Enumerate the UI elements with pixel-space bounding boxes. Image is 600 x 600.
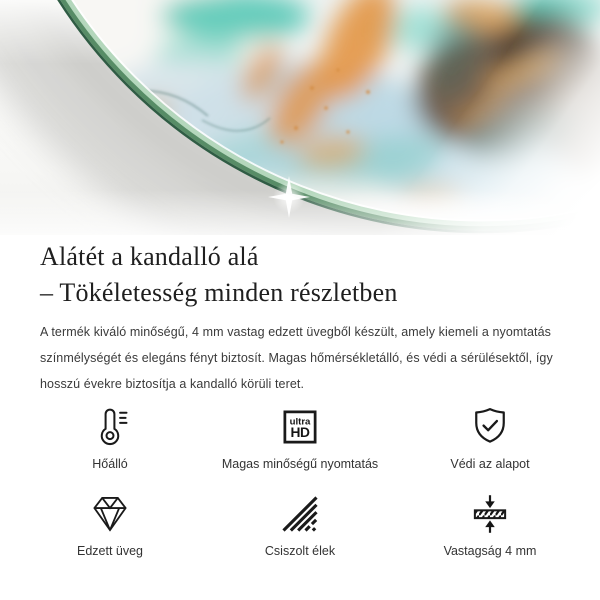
feature-label: Csiszolt élek bbox=[264, 544, 336, 558]
feature-label: Edzett üveg bbox=[76, 544, 143, 558]
feature-label: Magas minőségű nyomtatás bbox=[221, 457, 379, 471]
feature-label: Védi az alapot bbox=[450, 457, 530, 471]
product-description bbox=[40, 319, 560, 397]
feature-protects-base bbox=[450, 405, 529, 472]
svg-text:ultra: ultra bbox=[289, 416, 311, 428]
page-title-line2: – Tökéletesség minden részletben bbox=[40, 278, 398, 307]
feature-label: Vastagság 4 mm bbox=[443, 544, 537, 558]
feature-grid bbox=[40, 405, 560, 559]
feature-tempered-glass bbox=[77, 492, 143, 559]
feature-print-quality bbox=[222, 405, 378, 472]
thickness-icon bbox=[468, 492, 512, 536]
polished-edges-icon bbox=[278, 492, 322, 536]
description-line: A termék kiváló minőségű, 4 mm vastag edzett üvegből készült, amely kiemeli a nyomtatás bbox=[40, 325, 552, 339]
diamond-icon bbox=[88, 492, 132, 536]
feature-thickness bbox=[444, 492, 537, 559]
shield-check-icon bbox=[468, 405, 512, 449]
feature-polished-edges bbox=[265, 492, 335, 559]
thermometer-icon bbox=[88, 405, 132, 449]
feature-label: Hőálló bbox=[92, 457, 128, 471]
page-title-line1: Alátét a kandalló alá bbox=[40, 242, 259, 271]
feature-heat-resistant bbox=[88, 405, 132, 472]
product-photo bbox=[0, 0, 600, 235]
description-line: színmélységét és elegáns fényt biztosít. Magas hőmérsékletálló, és védi a sérülésektől, így bbox=[40, 351, 553, 365]
page-title bbox=[40, 239, 560, 311]
svg-text:HD: HD bbox=[290, 425, 310, 441]
description-line: hosszú évekre biztosítja a kandalló körüli teret. bbox=[40, 377, 305, 391]
ultra-hd-icon bbox=[278, 405, 322, 449]
